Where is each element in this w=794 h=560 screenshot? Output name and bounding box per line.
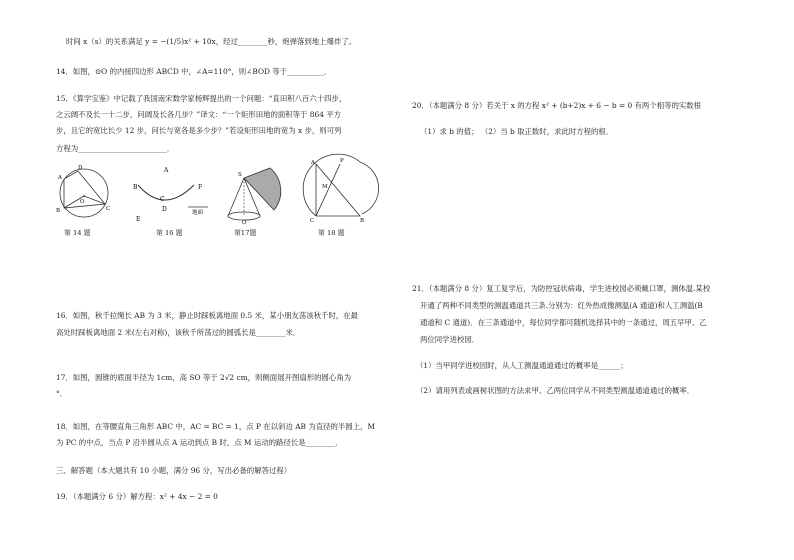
question-21-line3: 通道和 C 通道)．在三条通道中，每位同学都可随机选择其中的一条通过，周五早甲、乙 xyxy=(420,318,707,327)
svg-text:S: S xyxy=(238,172,242,178)
caption-fig16: 第 16 题 xyxy=(156,229,183,237)
label-ground: 地面 xyxy=(192,210,204,216)
caption-fig18: 第 18 题 xyxy=(318,229,345,237)
svg-text:O: O xyxy=(80,199,85,205)
question-14: 14．如图，⊙O 的内接四边形 ABCD 中，∠A=110°，则∠BOD 等于__________． xyxy=(56,67,332,76)
svg-text:C: C xyxy=(106,206,111,212)
label-D: D xyxy=(162,206,167,213)
caption-fig14: 第 14 题 xyxy=(64,229,91,237)
figure-16 xyxy=(128,163,218,225)
question-16-line2: 高处时踩板离地面 2 米(左右对称)，该秋千所荡过的圆弧长是________米． xyxy=(56,328,301,337)
svg-text:B: B xyxy=(360,218,365,224)
section-3-heading: 三、解答题（本大题共有 10 小题，满分 96 分，写出必备的解答过程） xyxy=(56,466,292,475)
label-F: F xyxy=(198,184,203,191)
question-19: 19．（本题满分 6 分）解方程：x² + 4x − 2 = 0 xyxy=(56,492,218,501)
svg-text:P: P xyxy=(340,158,344,164)
question-18-line1: 18．如图，在等腰直角三角形 ABC 中，AC = BC = 1，点 P 在以斜边 AB 为直径的半圆上，M xyxy=(56,422,376,431)
question-20-line1: 20．（本题满分 8 分）若关于 x 的方程 x² + (b+2)x + 6 − b = 0 有两个相等的实数根 xyxy=(412,101,702,110)
svg-text:A: A xyxy=(311,160,315,166)
question-13-tail: 时间 x（s）的关系满足 y = −(1/5)x² + 10x，经过________秒，炮弹落到地上爆炸了。 xyxy=(66,37,357,46)
question-16-line1: 16．如图，秋千拉绳长 AB 为 3 米，静止时踩板离地面 0.5 米，某小朋友荡该秋千时，在最 xyxy=(56,311,359,320)
question-17-line2: °． xyxy=(56,389,68,398)
label-E: E xyxy=(136,216,141,223)
label-B: B xyxy=(133,184,138,191)
question-15-line3: 步，且它的宽比长少 12 步，问长与宽各是多少步？”若设矩形田地的宽为 x 步，则可列 xyxy=(56,126,342,135)
figure-14 xyxy=(50,163,120,223)
question-20-parts: （1）求 b 的值； （2）当 b 取正数时，求此时方程的根． xyxy=(420,127,614,136)
figure-18 xyxy=(306,158,378,224)
svg-text:O: O xyxy=(242,220,247,226)
figure-17 xyxy=(222,160,298,226)
question-21-line1: 21．（本题满分 8 分）复工复学后，为防控冠状病毒，学生进校园必须戴口罩，测体温.某校 xyxy=(412,284,711,293)
svg-text:D: D xyxy=(78,165,83,171)
label-A: A xyxy=(164,167,169,174)
question-15-line2: 之云阔不及长一十二步，问阔及长各几步？”译文：“一个矩形田地的面积等于 864 平方 xyxy=(56,110,342,119)
svg-text:B: B xyxy=(56,208,61,214)
question-21-line2: 开通了两种不同类型的测温通道共三条.分别为：红外热成像测温(A 通道)和人工测温(B xyxy=(420,301,703,310)
question-21-part1: （1）当甲同学进校园时，从人工测温通道通过的概率是______； xyxy=(416,361,628,370)
question-21-part2: （2）请用列表或画树状图的方法求甲、乙两位同学从不同类型测温通道通过的概率． xyxy=(416,386,695,395)
caption-fig17: 第17题 xyxy=(234,229,257,237)
question-18-line2: 为 PC 的中点，当点 P 沿半圆从点 A 运动到点 B 时，点 M 运动的路径长是________． xyxy=(56,438,343,447)
question-17-line1: 17．如图，圆锥的底面半径为 1cm，高 SO 等于 2√2 cm，则侧面展开图扇形的圆心角为 xyxy=(56,373,352,382)
svg-text:C: C xyxy=(310,218,315,224)
question-21-line4: 两位同学进校园． xyxy=(420,335,480,344)
question-15-line1: 15．《算学宝鉴》中记载了我国南宋数学家杨辉提出的一个问题：“直田积八百六十四步， xyxy=(56,94,347,103)
svg-text:A: A xyxy=(58,175,62,181)
label-C: C xyxy=(160,196,165,203)
question-15-line4: 方程为________________________． xyxy=(56,144,175,153)
svg-text:M: M xyxy=(322,184,328,190)
